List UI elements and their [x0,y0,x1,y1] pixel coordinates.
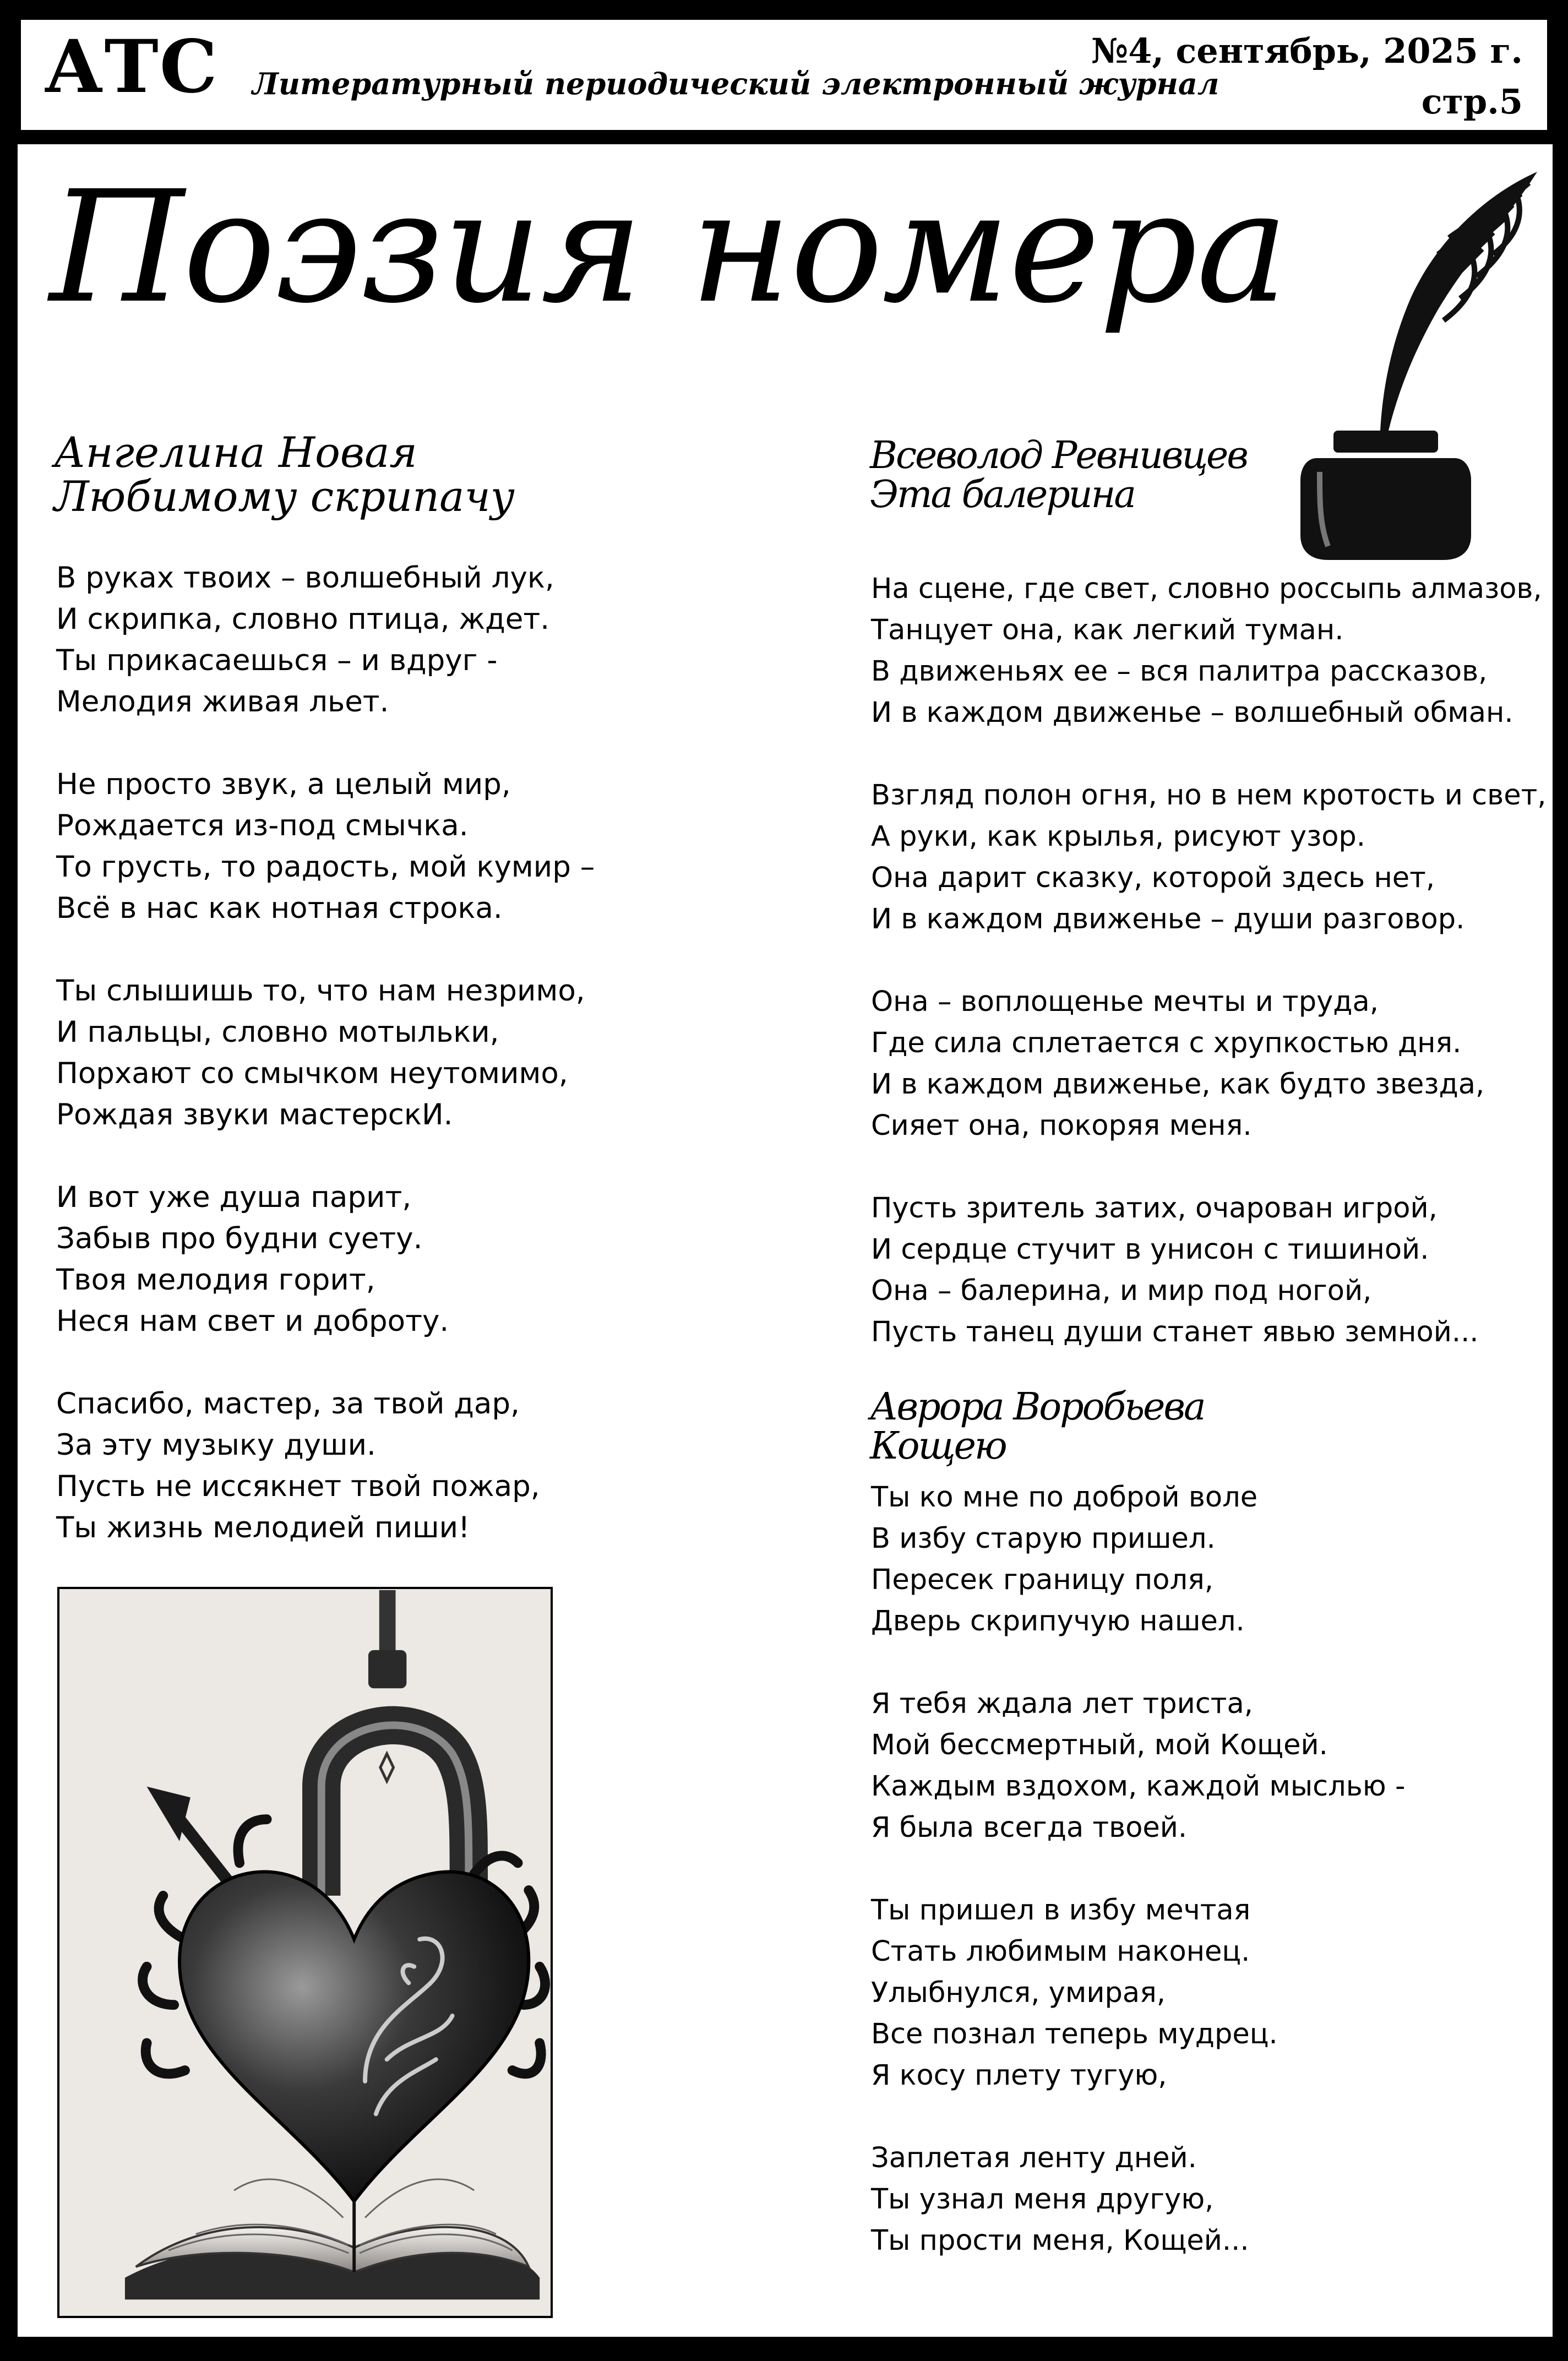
poem-line: Забыв про будни суету. [56,1222,423,1255]
stanza [871,1477,1405,1642]
stanza [871,1188,1547,1353]
poem-line: Ты прикасаешься – и вдруг - [56,644,498,677]
page-content [18,144,1553,2337]
poem-line: И в каждом движенье – волшебный обман. [871,697,1513,729]
poem-3-author: Аврора Воробьева [870,1385,1205,1429]
poem-line: Сияет она, покоряя меня. [871,1109,1252,1142]
stanza [871,1890,1405,2096]
poem-line: Пусть зритель затих, очарован игрой, [871,1192,1438,1225]
poem-line: Танцует она, как легкий туман. [871,614,1344,646]
stanza [56,970,595,1135]
poem-line: Мелодия живая льет. [56,685,389,719]
poem-line: Ты пришел в избу мечтая [871,1894,1251,1927]
issue-info: №4, сентябрь, 2025 г. [1091,31,1523,71]
poem-line: Заплетая ленту дней. [871,2142,1197,2174]
poem-line: Не просто звук, а целый мир, [56,768,511,801]
poem-line: Неся нам свет и доброту. [56,1304,449,1338]
heart-book-illustration [57,1587,553,2318]
poem-line: В руках твоих – волшебный лук, [56,561,554,595]
quill-inkwell-icon [1229,172,1548,568]
poem-line: Ты прости меня, Кощей... [871,2224,1249,2257]
stanza [871,775,1547,940]
poem-line: То грусть, то радость, мой кумир – [56,850,595,884]
poem-line: Я косу плету тугую, [871,2059,1167,2092]
poem-line: Рождается из-под смычка. [56,809,469,842]
stanza [56,764,595,929]
poem-line: Ты ко мне по доброй воле [871,1481,1258,1514]
poem-line: Ты жизнь мелодией пиши! [56,1511,470,1544]
poem-line: Мой бессмертный, мой Кощей. [871,1729,1328,1761]
poem-3-text [871,1477,1405,2303]
poem-line: Все познал теперь мудрец. [871,2018,1278,2050]
poem-line: Пусть не иссякнет твой пожар, [56,1470,540,1503]
poem-line: Ты узнал меня другую, [871,2183,1214,2216]
page-number: стр.5 [1421,81,1523,122]
poem-line: На сцене, где свет, словно россыпь алмазов, [871,573,1542,605]
poem-line: А руки, как крылья, рисуют узор. [871,820,1365,853]
poem-line: В избу старую пришел. [871,1522,1216,1555]
journal-tagline: Литературный периодический электронный журнал [252,66,1219,101]
poem-1-text [56,557,595,1590]
poem-1-heading [54,428,515,521]
heart-lock-icon [59,1589,551,2316]
poem-line: Дверь скрипучую нашел. [871,1605,1245,1638]
poem-line: Я была всегда твоей. [871,1811,1188,1844]
stanza [871,1683,1405,1848]
poem-line: За эту музыку души. [56,1428,376,1462]
poem-line: Рождая звуки мастерскИ. [56,1098,453,1131]
stanza [56,1383,595,1548]
poem-line: Где сила сплетается с хрупкостью дня. [871,1027,1462,1059]
page-title: Поэзия номера [50,158,1288,338]
poem-line: И скрипка, словно птица, ждет. [56,602,550,636]
poem-1-title: Любимому скрипачу [54,471,515,521]
poem-line: Твоя мелодия горит, [56,1263,375,1297]
poem-line: Стать любимым наконец. [871,1935,1250,1968]
poem-3-heading [870,1385,1205,1468]
poem-line: Ты слышишь то, что нам незримо, [56,974,585,1008]
poem-1-author: Ангелина Новая [54,428,417,477]
poem-line: И в каждом движенье – души разговор. [871,903,1465,935]
poem-line: Я тебя ждала лет триста, [871,1688,1253,1720]
poem-line: Пусть танец души станет явью земной... [871,1316,1479,1348]
poem-2-title: Эта балерина [870,473,1135,517]
poem-2-text [871,568,1547,1394]
poem-line: Она – балерина, и мир под ногой, [871,1275,1372,1307]
stanza [871,2137,1405,2261]
poem-line: Спасибо, мастер, за твой дар, [56,1387,520,1421]
journal-header [21,20,1547,130]
poem-line: Взгляд полон огня, но в нем кротость и свет, [871,779,1547,812]
poem-line: Всё в нас как нотная строка. [56,891,503,925]
poem-line: И в каждом движенье, как будто звезда, [871,1068,1485,1101]
poem-line: В движеньях ее – вся палитра рассказов, [871,655,1488,688]
poem-3-title: Кощею [870,1424,1006,1468]
stanza [871,981,1547,1146]
poem-line: Она – воплощенье мечты и труда, [871,986,1379,1018]
stanza [871,568,1547,733]
poem-2-heading [870,436,1247,515]
poem-line: Она дарит сказку, которой здесь нет, [871,862,1435,894]
poem-line: И сердце стучит в унисон с тишиной. [871,1233,1429,1266]
poem-line: И вот уже душа парит, [56,1180,412,1214]
poem-line: Порхают со смычком неутомимо, [56,1057,568,1090]
stanza [56,1177,595,1342]
poem-line: Каждым вздохом, каждой мыслью - [871,1770,1406,1803]
journal-logo: АТС [44,24,219,110]
poem-line: Улыбнулся, умирая, [871,1977,1166,2009]
poem-2-author: Всеволод Ревнивцев [870,434,1247,477]
poem-line: Пересек границу поля, [871,1564,1213,1596]
stanza [56,557,595,722]
poem-line: И пальцы, словно мотыльки, [56,1015,499,1049]
